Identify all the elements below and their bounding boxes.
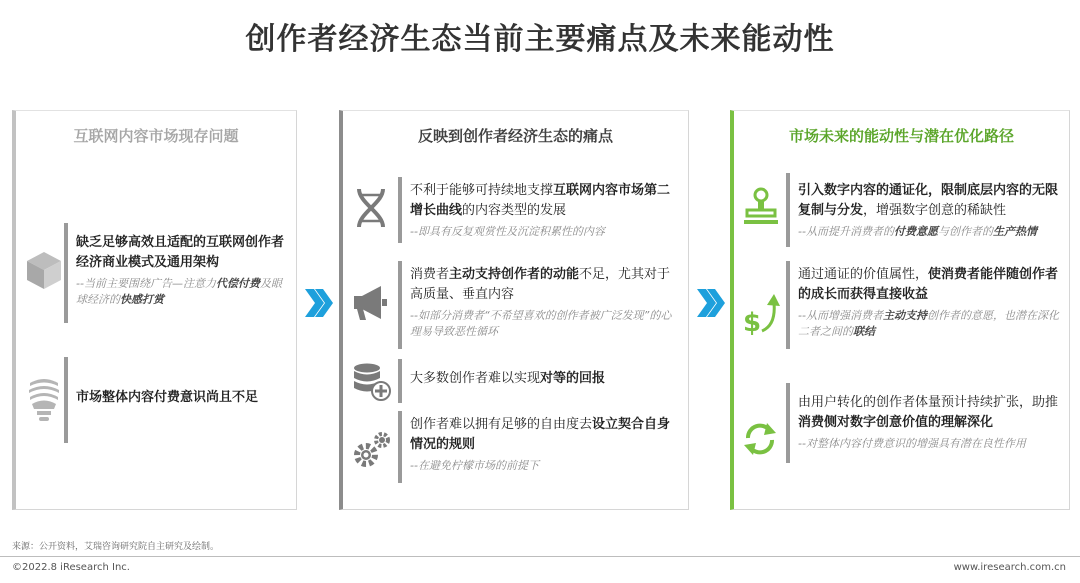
cube-icon	[24, 249, 64, 291]
gears-icon	[351, 429, 393, 471]
divider-bar	[786, 261, 790, 349]
pain-point-item-consumer-support	[410, 265, 680, 340]
divider-bar	[64, 357, 68, 443]
path-item-tokenization	[798, 181, 1068, 240]
pain-point-item-freedom-rules	[410, 415, 680, 474]
problem-text: 缺乏足够高效且适配的互联网创作者经济商业模式及通用架构	[76, 235, 285, 270]
lightbulb-icon	[24, 373, 64, 423]
divider-bar	[398, 359, 402, 403]
pain-point-note: --在避免柠檬市场的前提下	[410, 459, 539, 472]
dollar-growth-icon	[740, 291, 782, 337]
problem-note: --当前主要围绕广告—注意力代偿付费及眼球经济的快感打赏	[76, 277, 282, 306]
path-text: 通过通证的价值属性，使消费者能伴随创作者的成长而获得直接收益	[798, 267, 1059, 302]
problem-item-business-model	[76, 233, 286, 308]
panel-pain-points	[339, 110, 689, 510]
path-text: 由用户转化的创作者体量预计持续扩张，助推消费侧对数字创意价值的理解深化	[798, 395, 1059, 430]
panel-title-future-paths: 市场未来的能动性与潜在优化路径	[788, 127, 1014, 145]
divider-bar	[398, 411, 402, 483]
chevron-right-icon	[695, 286, 727, 320]
divider-bar	[398, 261, 402, 349]
path-item-token-value	[798, 265, 1068, 340]
megaphone-icon	[351, 283, 391, 323]
panel-future-paths	[730, 110, 1070, 510]
page-title: 创作者经济生态当前主要痛点及未来能动性	[245, 22, 835, 57]
footer-divider	[0, 556, 1080, 557]
panel-existing-problems	[12, 110, 297, 510]
stamp-icon	[742, 187, 780, 227]
path-note: --从而增强消费者主动支持创作者的意愿，也潜在深化二者之间的联结	[798, 309, 1059, 338]
path-note: --对整体内容付费意识的增强具有潜在良性作用	[798, 437, 1026, 450]
copyright-text: ©2022.8 iResearch Inc.	[12, 562, 130, 573]
divider-bar	[398, 177, 402, 243]
dna-icon	[353, 187, 389, 229]
pain-point-text: 消费者主动支持创作者的动能不足，尤其对于高质量、垂直内容	[410, 267, 671, 302]
source-note: 来源：公开资料，艾瑞咨询研究院自主研究及绘制。	[12, 542, 220, 552]
pain-point-note: --如部分消费者“不希望喜欢的创作者被广泛发现”的心理易导致恶性循环	[410, 309, 672, 338]
pain-point-text: 创作者难以拥有足够的自由度去设立契合自身情况的规则	[410, 417, 671, 452]
pain-point-note: --即具有反复观赏性及沉淀积累性的内容	[410, 225, 605, 238]
website-link[interactable]: www.iresearch.com.cn	[953, 562, 1066, 573]
divider-bar	[786, 173, 790, 247]
chevron-right-icon	[303, 286, 335, 320]
divider-bar	[64, 223, 68, 323]
panel-title-pain-points: 反映到创作者经济生态的痛点	[417, 127, 613, 145]
path-note: --从而提升消费者的付费意愿与创作者的生产热情	[798, 225, 1037, 238]
refresh-cycle-icon	[740, 419, 780, 459]
svg-text:$: $	[743, 308, 762, 337]
divider-bar	[786, 383, 790, 463]
pain-point-item-equal-return	[410, 369, 680, 389]
database-add-icon	[351, 361, 391, 401]
path-text: 引入数字内容的通证化，限制底层内容的无限复制与分发，增强数字创意的稀缺性	[798, 183, 1059, 218]
problem-text: 市场整体内容付费意识尚且不足	[76, 390, 259, 405]
panel-title-problems: 互联网内容市场现存问题	[73, 127, 239, 145]
path-item-user-conversion	[798, 393, 1068, 452]
pain-point-item-growth-curve	[410, 181, 680, 240]
pain-point-text: 不利于能够可持续地支撑互联网内容市场第二增长曲线的内容类型的发展	[410, 183, 671, 218]
problem-item-payment-awareness	[76, 388, 291, 408]
pain-point-text: 大多数创作者难以实现对等的回报	[410, 371, 606, 386]
